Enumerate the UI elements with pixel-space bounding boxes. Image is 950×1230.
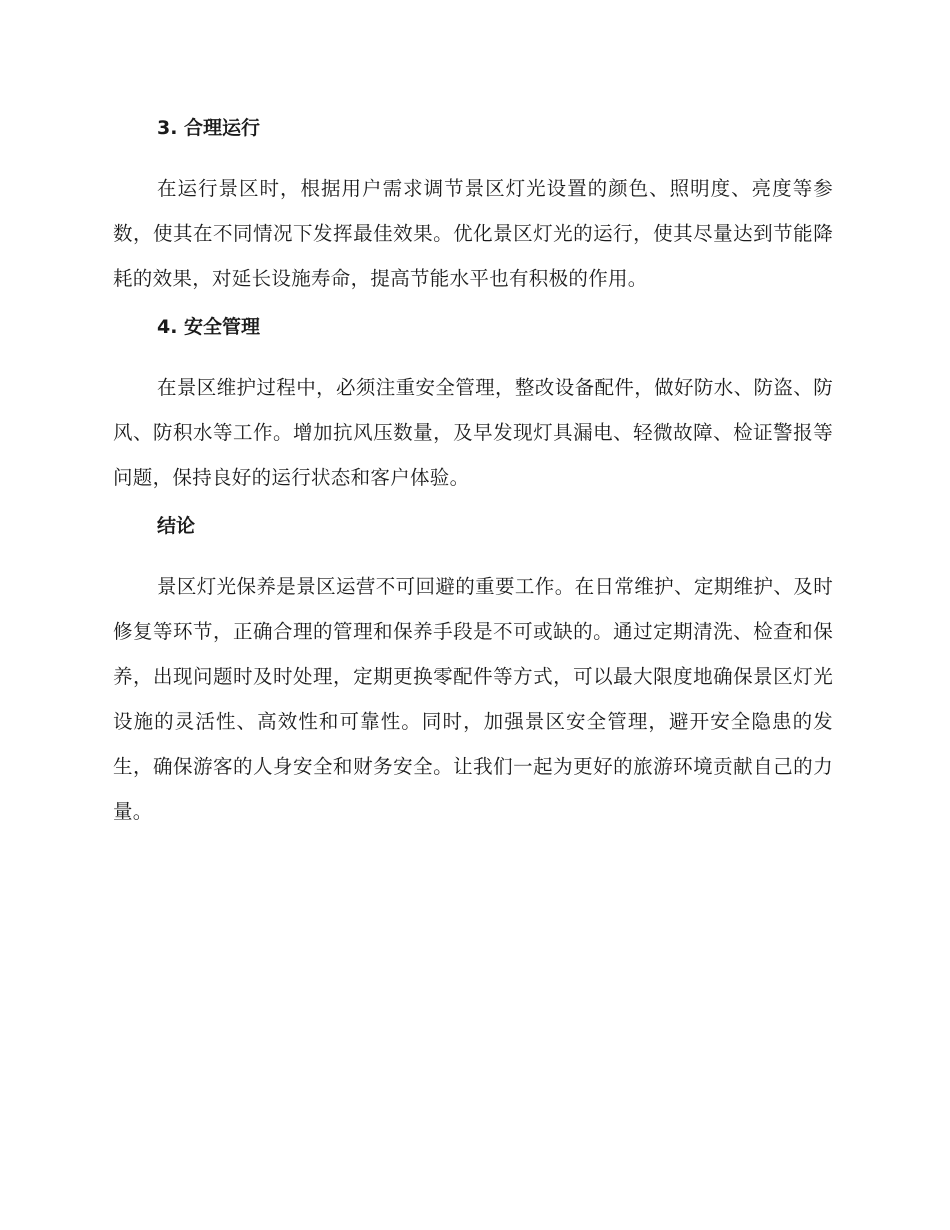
section-heading-safety: 4. 安全管理	[157, 316, 261, 338]
section-conclusion	[113, 510, 833, 834]
document-page	[113, 112, 833, 844]
section-paragraph-operation: 在运行景区时，根据用户需求调节景区灯光设置的颜色、照明度、亮度等参数，使其在不同情况下发挥最佳效果。优化景区灯光的运行，使其尽量达到节能降耗的效果，对延长设施寿命，提高节能水平也有积极的作用。	[113, 177, 833, 290]
section-paragraph-safety: 在景区维护过程中，必须注重安全管理，整改设备配件，做好防水、防盗、防风、防积水等工作。增加抗风压数量，及早发现灯具漏电、轻微故障、检证警报等问题，保持良好的运行状态和客户体验。	[113, 376, 833, 489]
section-paragraph-conclusion: 景区灯光保养是景区运营不可回避的重要工作。在日常维护、定期维护、及时修复等环节，正确合理的管理和保养手段是不可或缺的。通过定期清洗、检查和保养，出现问题时及时处理，定期更换零配件等方式，可以最大限度地确保景区灯光设施的灵活性、高效性和可靠性。同时，加强景区安全管理，避开安全隐患的发生，确保游客的人身安全和财务安全。让我们一起为更好的旅游环境贡献自己的力量。	[113, 575, 833, 823]
section-safety	[113, 311, 833, 500]
section-heading-conclusion: 结论	[157, 515, 196, 537]
section-heading-operation: 3. 合理运行	[157, 117, 261, 139]
section-operation	[113, 112, 833, 301]
